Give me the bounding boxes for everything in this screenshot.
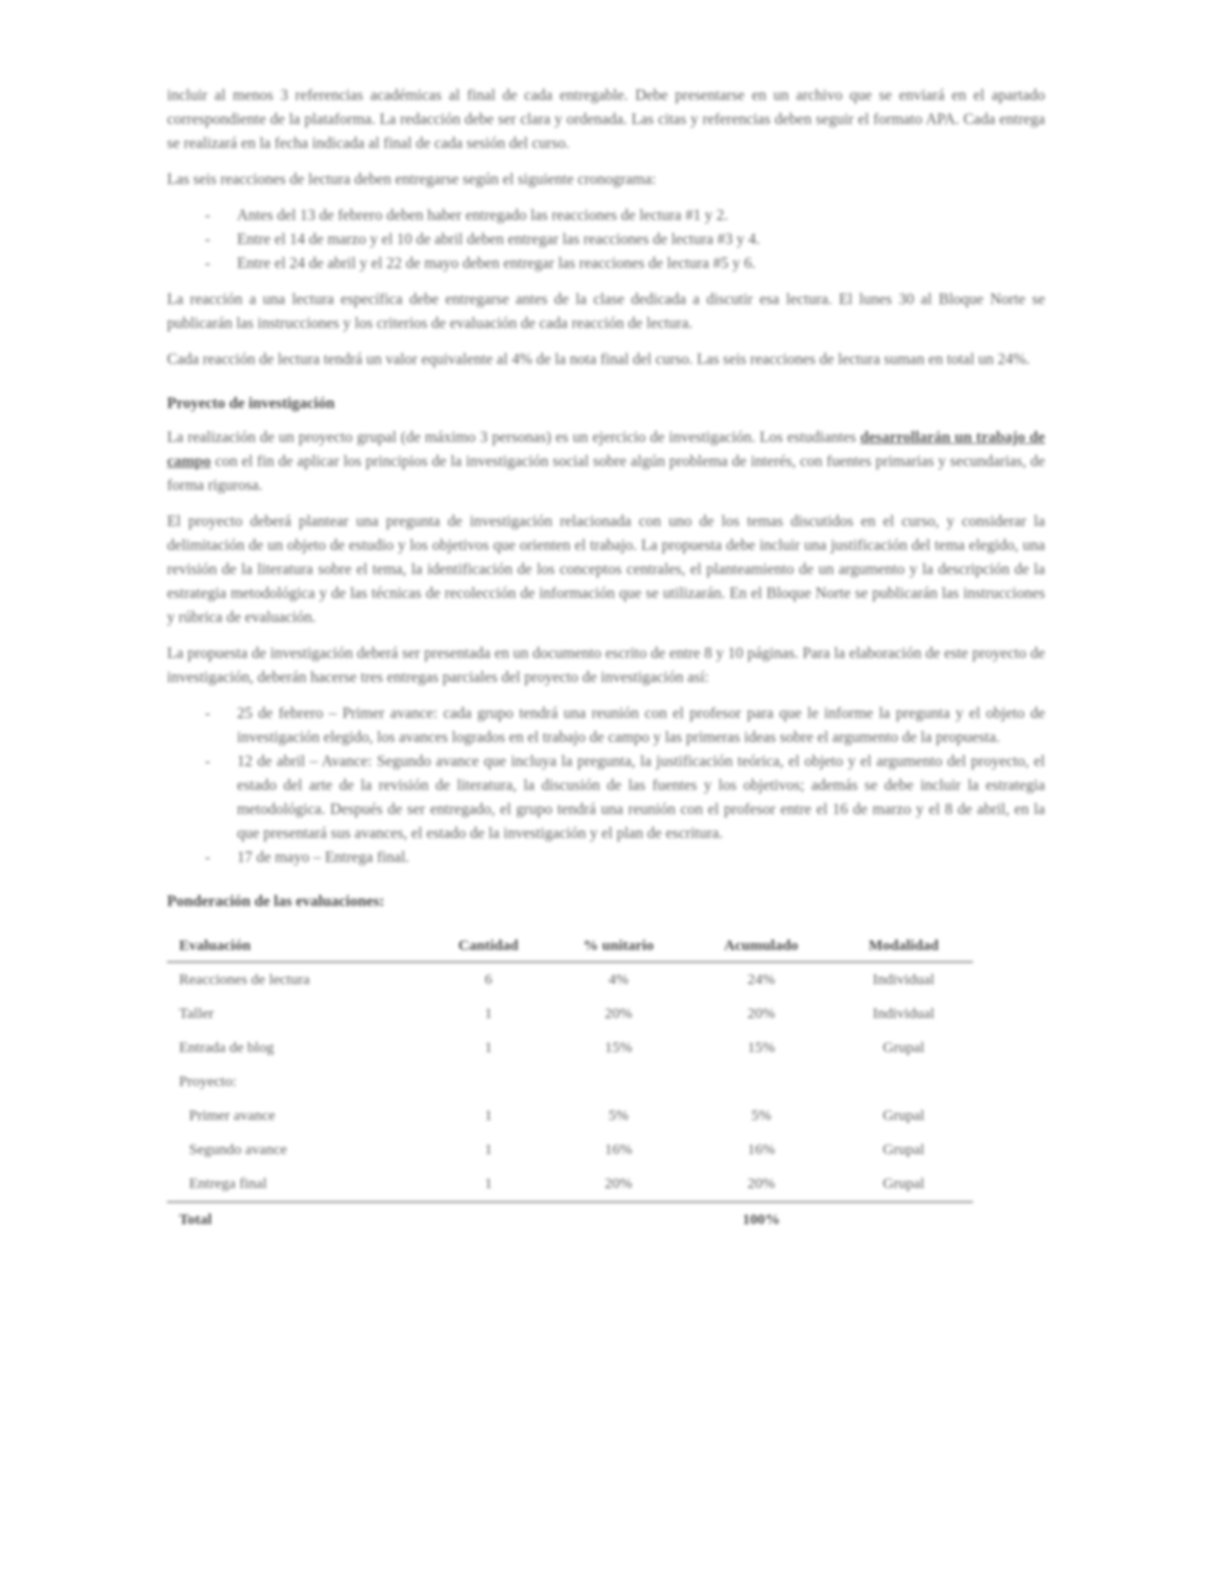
column-header: Cantidad	[428, 932, 549, 962]
table-row	[167, 997, 973, 1031]
table-cell: Entrega final	[167, 1167, 428, 1202]
table-cell: 15%	[747, 1039, 775, 1056]
table-row	[167, 1031, 973, 1065]
list-item: - 12 de abril – Avance: Segundo avance que incluya la pregunta, la justificación teórica, el objeto y el argumento del proyecto, el estado del arte de la revisión de literatura, la discusión de las fuentes y los objetivos; además se debe incluir la estrategia metodológica. Después de ser entregado, el grupo tendrá una reunión con el profesor entre el 16 de marzo y el 8 de abril, en la que presentará sus avances, el estado de la investigación y el plan de escritura.	[167, 750, 1045, 846]
table-row	[167, 1133, 973, 1167]
list-item: - 25 de febrero – Primer avance: cada grupo tendrá una reunión con el profesor para que le informe la pregunta y el objeto de investigación elegido, los avances logrados en el trabajo de campo y las primeras ideas sobre el argumento de la propuesta.	[167, 702, 1045, 750]
table-row	[167, 1099, 973, 1133]
list-item: - Entre el 24 de abril y el 22 de mayo deben entregar las reacciones de lectura #5 y 6.	[167, 252, 1045, 276]
table-cell: Individual	[872, 1005, 935, 1022]
table-total-row	[167, 1202, 973, 1237]
table-cell: 24%	[747, 971, 775, 988]
list-item: - Antes del 13 de febrero deben haber entregado las reacciones de lectura #1 y 2.	[167, 204, 1045, 228]
column-header: Modalidad	[834, 932, 973, 962]
deliverables-list	[167, 702, 1045, 870]
table-cell: 5%	[608, 1107, 629, 1124]
table-cell: 16%	[747, 1141, 775, 1158]
table-cell	[549, 1202, 688, 1237]
research-paragraph: La propuesta de investigación deberá ser presentada en un documento escrito de entre 8 y 10 páginas. Para la elaboración de este proyecto de investigación, deberán hacerse tres entregas parciales del proyecto de investigación así:	[167, 645, 1045, 686]
total-label: Total	[179, 1211, 212, 1228]
table-cell: 20%	[604, 1005, 633, 1022]
total-value: 100%	[742, 1211, 780, 1228]
table-cell: 5%	[751, 1107, 772, 1124]
research-link[interactable]: desarrollarán un trabajo de campo	[167, 429, 1045, 470]
table-cell: 20%	[549, 1167, 688, 1202]
table-row	[167, 1065, 973, 1099]
document-page	[167, 84, 1045, 1237]
table-header-row	[167, 932, 973, 962]
table-cell: Primer avance	[189, 1107, 276, 1124]
table-cell: 1	[484, 1107, 493, 1124]
intro-paragraph: incluir al menos 3 referencias académicas al final de cada entregable. Debe presentarse en un archivo que se enviará en el apartado correspondiente de la plataforma. La redacción debe ser clara y ordenada. Las citas y referencias deben seguir el formato APA. Cada entrega se realizará en la fecha indicada al final de cada sesión del curso.	[167, 87, 1045, 152]
table-cell: 20%	[688, 1167, 834, 1202]
table-cell: 1	[484, 1141, 493, 1158]
table-cell	[428, 1065, 549, 1099]
table-cell: 15%	[604, 1039, 633, 1056]
table-row	[167, 1167, 973, 1202]
table-cell: 6	[484, 971, 493, 988]
schedule-list	[167, 204, 1045, 276]
table-cell: 16%	[604, 1141, 633, 1158]
table-cell	[834, 1202, 973, 1237]
reading-value-paragraph: Cada reacción de lectura tendrá un valor equivalente al 4% de la nota final del curso. Las seis reacciones de lectura suman en total un 24%.	[167, 351, 1030, 368]
table-cell: 4%	[608, 971, 629, 988]
section-heading: Proyecto de investigación	[167, 395, 335, 412]
table-cell: Segundo avance	[189, 1141, 287, 1158]
column-header: % unitario	[549, 932, 688, 962]
table-row	[167, 962, 973, 997]
research-intro-text-end: con el fin de aplicar los principios de la investigación social sobre algún problema de interés, con fuentes primarias y secundarias, de forma rigurosa.	[167, 453, 1045, 494]
table-cell: Proyecto:	[179, 1073, 237, 1090]
table-cell: Grupal	[882, 1039, 925, 1056]
table-cell	[688, 1065, 834, 1099]
research-intro-paragraph	[167, 426, 1045, 498]
research-paragraph: El proyecto deberá plantear una pregunta de investigación relacionada con uno de los temas discutidos en el curso, y considerar la delimitación de un objeto de estudio y los objetivos que orienten el trabajo. La propuesta debe incluir una justificación del tema elegido, una revisión de la literatura sobre el tema, la identificación de los conceptos centrales, el planteamiento de un argumento y la descripción de la estrategia metodológica y de las técnicas de recolección de información que se utilizarán. En el Bloque Norte se publicarán las instrucciones y rúbrica de evaluación.	[167, 513, 1045, 626]
table-cell: 1	[428, 1167, 549, 1202]
table-cell: 20%	[747, 1005, 775, 1022]
list-item: - 17 de mayo – Entrega final.	[167, 846, 1045, 870]
column-header: Evaluación	[167, 932, 428, 962]
table-cell: Individual	[872, 971, 935, 988]
schedule-intro: Las seis reacciones de lectura deben entregarse según el siguiente cronograma:	[167, 171, 656, 188]
table-cell: Grupal	[882, 1107, 925, 1124]
evaluation-table	[167, 932, 973, 1237]
table-cell	[549, 1065, 688, 1099]
table-cell: Entrada de blog	[179, 1039, 274, 1056]
research-intro-text: La realización de un proyecto grupal (de máximo 3 personas) es un ejercicio de investigación. Los estudiantes	[167, 429, 861, 446]
table-cell: Reacciones de lectura	[179, 971, 310, 988]
table-heading: Ponderación de las evaluaciones:	[167, 893, 385, 910]
table-cell: 1	[484, 1005, 493, 1022]
table-cell	[834, 1065, 973, 1099]
reading-reaction-paragraph: La reacción a una lectura específica debe entregarse antes de la clase dedicada a discutir esa lectura. El lunes 30 al Bloque Norte se publicarán las instrucciones y los criterios de evaluación de cada reacción de lectura.	[167, 291, 1045, 332]
column-header: Acumulado	[688, 932, 834, 962]
table-cell: Taller	[179, 1005, 214, 1022]
list-item: - Entre el 14 de marzo y el 10 de abril deben entregar las reacciones de lectura #3 y 4.	[167, 228, 1045, 252]
table-cell: Grupal	[882, 1141, 925, 1158]
table-cell: 1	[484, 1039, 493, 1056]
table-cell	[428, 1202, 549, 1237]
table-cell: Grupal	[834, 1167, 973, 1202]
